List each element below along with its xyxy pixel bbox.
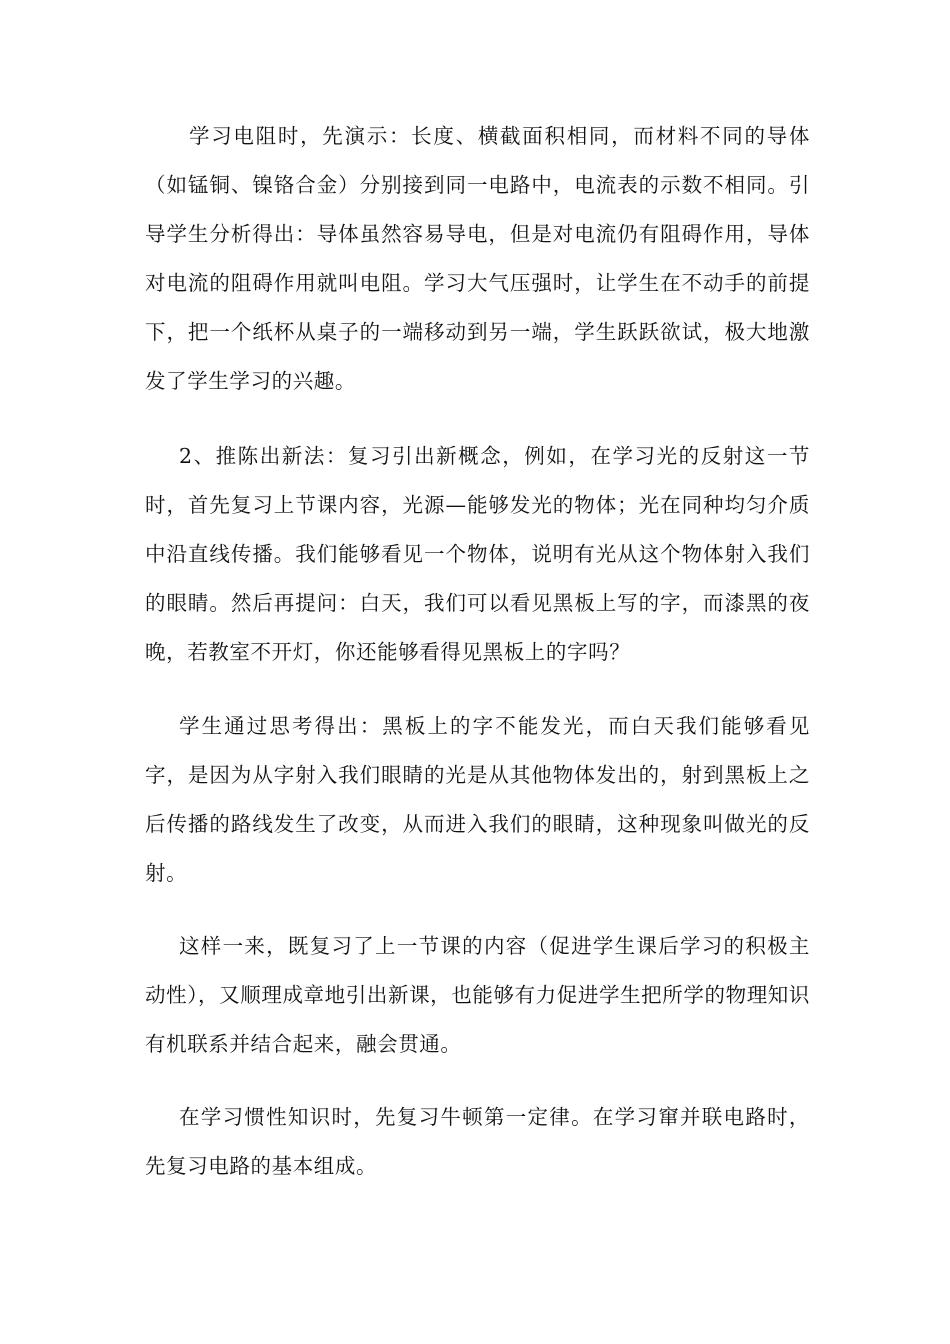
paragraph-examples: 在学习惯性知识时，先复习牛顿第一定律。在学习窜并联电路时，先复习电路的基本组成。 [145,1105,810,1178]
paragraph-resistance-demo: 学习电阻时，先演示：长度、横截面积相同，而材料不同的导体（如锰铜、镍铬合金）分别接到同一电路中，电流表的示数不相同。引导学生分析得出：导体虽然容易导电，但是对电流仍有阻碍作用，导体对电流的阻碍作用就叫电阻。学习大气压强时，让学生在不动手的前提下，把一个纸杯从桌子的一端移动到另一端，学生跃跃欲试，极大地激发了学生学习的兴趣。 [145,124,810,393]
paragraph-benefits: 这样一来，既复习了上一节课的内容（促进学生课后学习的积极主动性），又顺理成章地引出新课，也能够有力促进学生把所学的物理知识有机联系并结合起来，融会贯通。 [145,934,810,1056]
paragraph-review-method: 2、推陈出新法：复习引出新概念，例如，在学习光的反射这一节时，首先复习上节课内容，光源—能够发光的物体；光在同种均匀介质中沿直线传播。我们能够看见一个物体，说明有光从这个物体射入我们的眼睛。然后再提问：白天，我们可以看见黑板上写的字，而漆黑的夜晚，若教室不开灯，你还能够看得见黑板上的字吗？ [145,444,810,664]
paragraph-reflection-explanation: 学生通过思考得出：黑板上的字不能发光，而白天我们能够看见字，是因为从字射入我们眼睛的光是从其他物体发出的，射到黑板上之后传播的路线发生了改变，从而进入我们的眼睛，这种现象叫做光的反射。 [145,714,810,885]
